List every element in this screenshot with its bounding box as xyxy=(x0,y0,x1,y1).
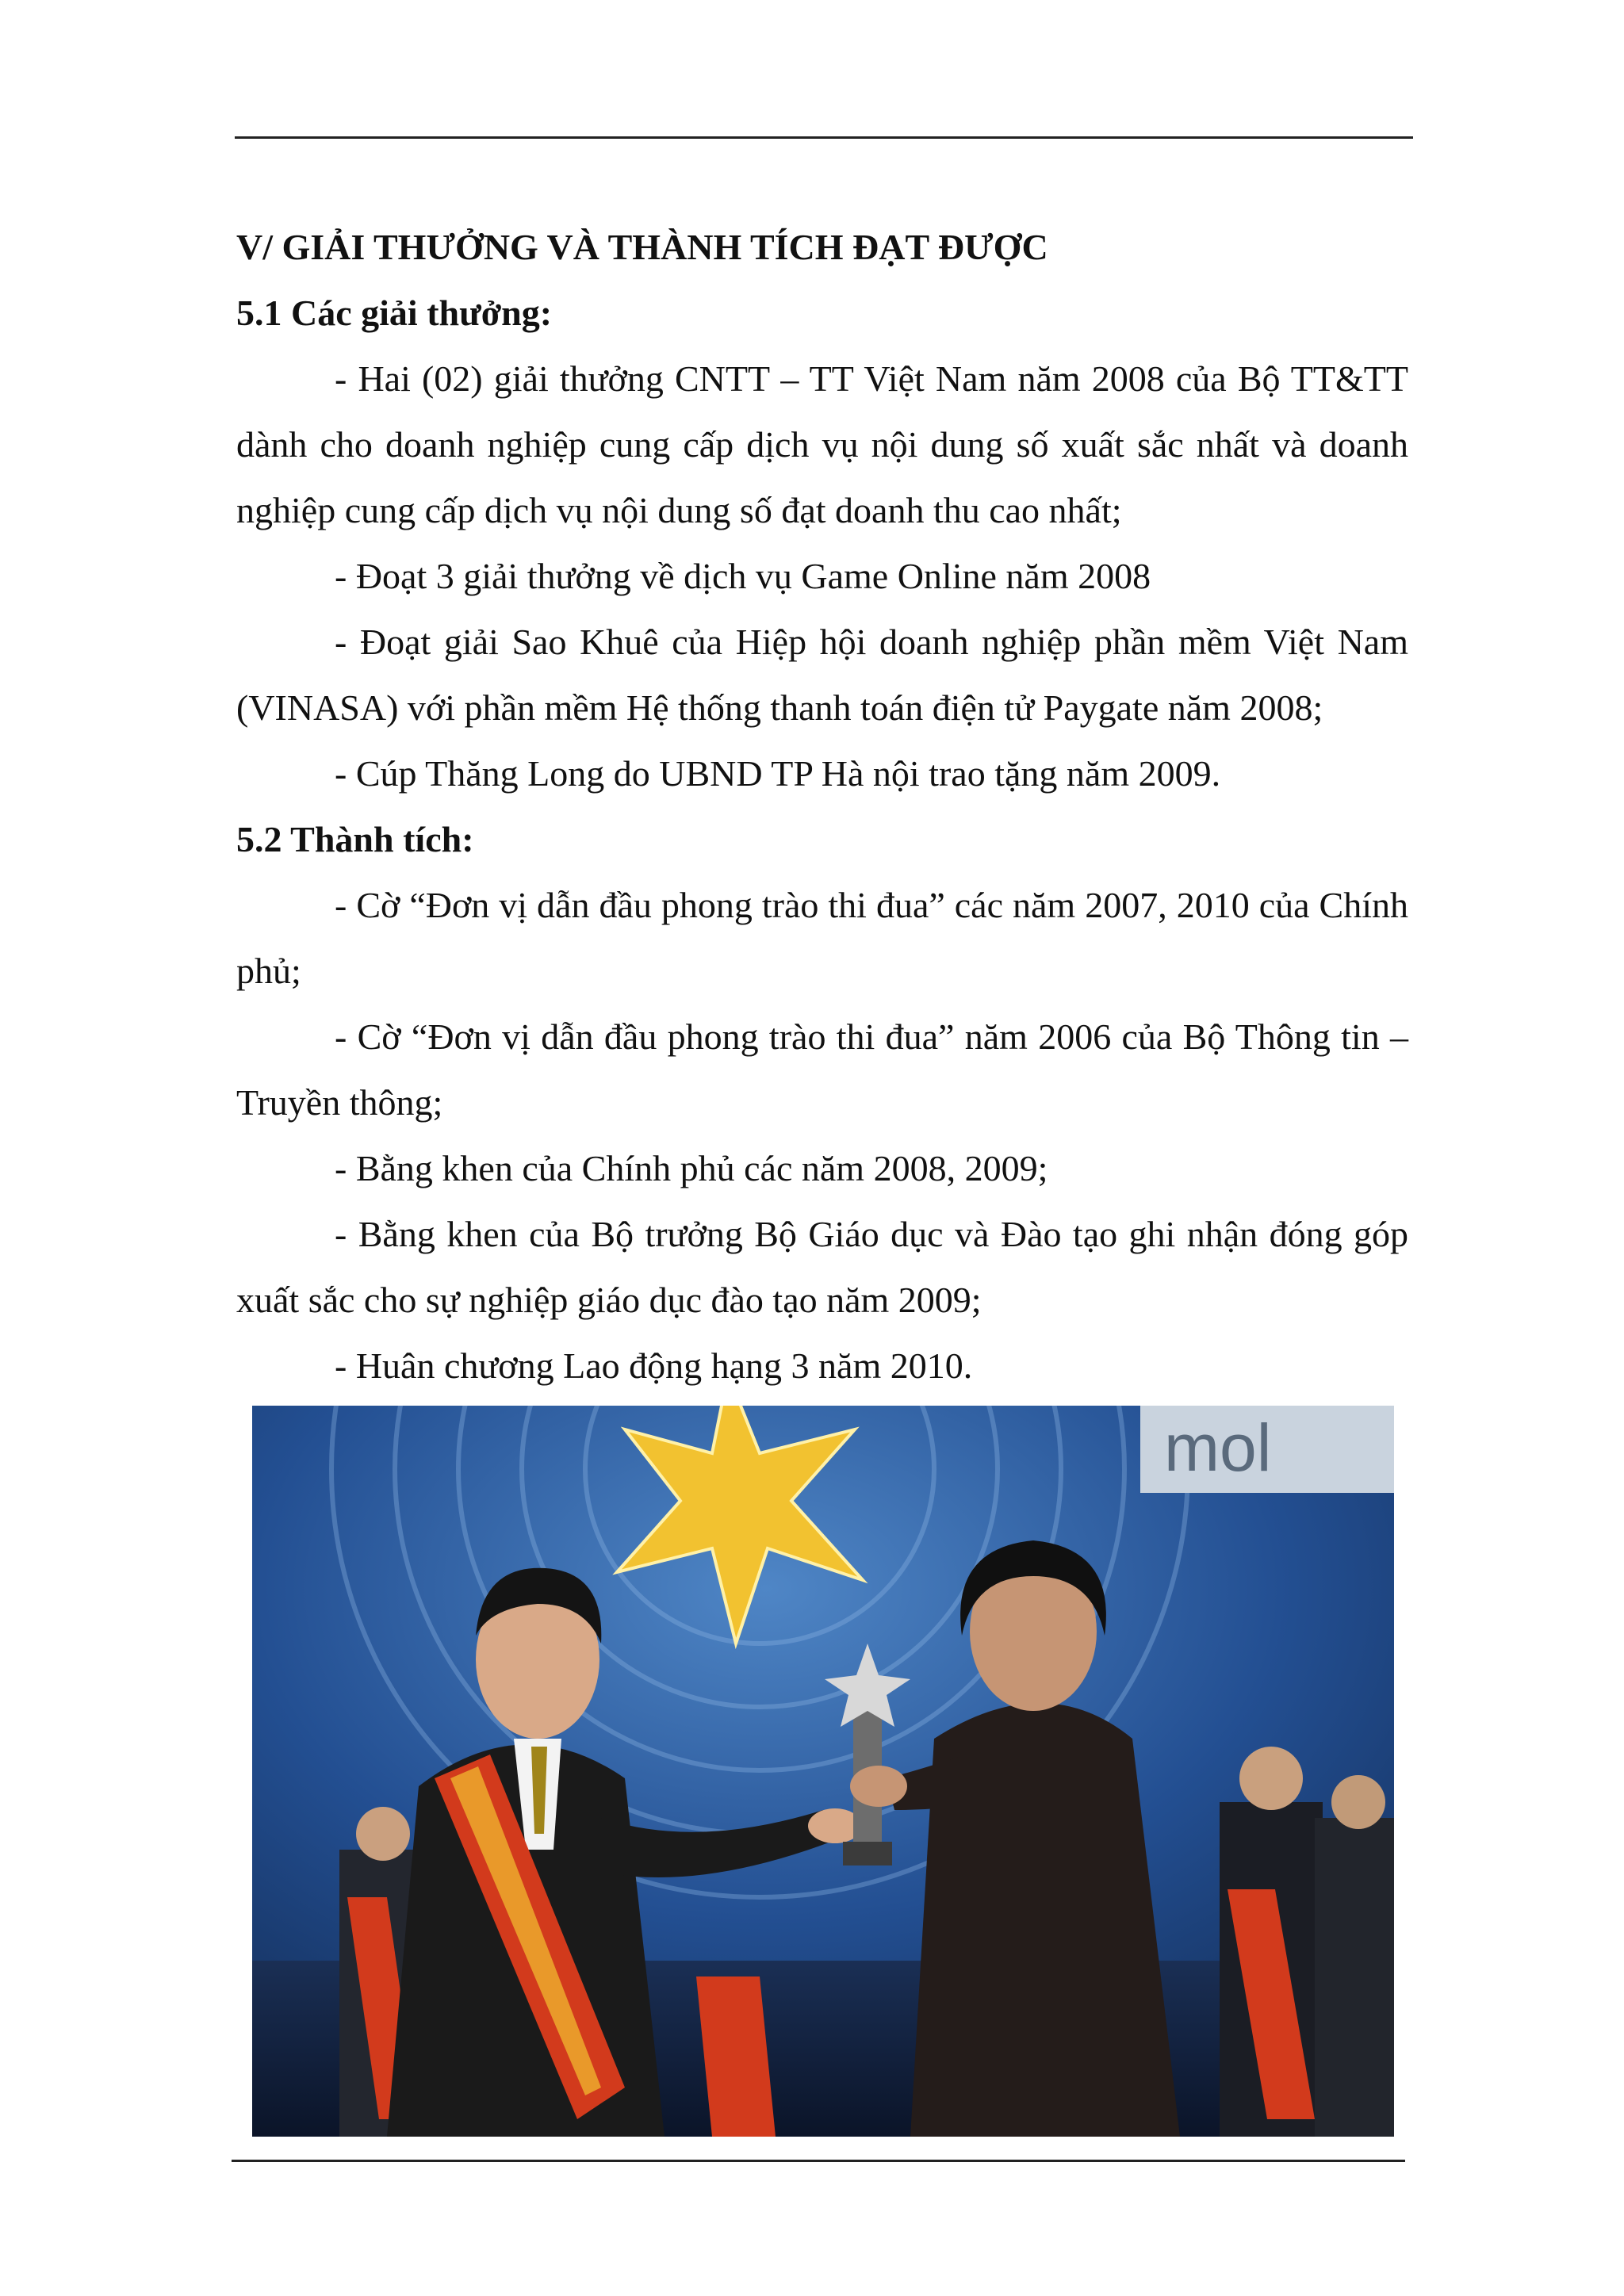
footer-rule xyxy=(232,2160,1405,2162)
achievements-heading: 5.2 Thành tích: xyxy=(236,819,474,859)
section-title: V/ GIẢI THƯỞNG VÀ THÀNH TÍCH ĐẠT ĐƯỢC xyxy=(236,227,1048,267)
page-content xyxy=(236,214,1408,1399)
award-item-4: - Cúp Thăng Long do UBND TP Hà nội trao tặng năm 2009. xyxy=(335,753,1221,794)
award-item-3: - Đoạt giải Sao Khuê của Hiệp hội doanh nghiệp phần mềm Việt Nam (VINASA) với phần mềm Hệ thống thanh toán điện tử Paygate năm 2008; xyxy=(236,622,1408,728)
achievement-item-1: - Cờ “Đơn vị dẫn đầu phong trào thi đua” các năm 2007, 2010 của Chính phủ; xyxy=(236,885,1408,991)
achievement-item-2: - Cờ “Đơn vị dẫn đầu phong trào thi đua” năm 2006 của Bộ Thông tin – Truyền thông; xyxy=(236,1016,1408,1123)
achievement-item-4: - Bằng khen của Bộ trưởng Bộ Giáo dục và Đào tạo ghi nhận đóng góp xuất sắc cho sự nghiệp giáo dục đào tạo năm 2009; xyxy=(236,1214,1408,1320)
award-item-1: - Hai (02) giải thưởng CNTT – TT Việt Nam năm 2008 của Bộ TT&TT dành cho doanh nghiệp cung cấp dịch vụ nội dung số xuất sắc nhất và doanh nghiệp cung cấp dịch vụ nội dung số đạt doanh thu cao nhất; xyxy=(236,358,1408,530)
achievement-item-5: - Huân chương Lao động hạng 3 năm 2010. xyxy=(335,1345,973,1386)
awards-heading: 5.1 Các giải thưởng: xyxy=(236,293,553,333)
header-rule xyxy=(235,136,1413,139)
award-item-2: - Đoạt 3 giải thưởng về dịch vụ Game Online năm 2008 xyxy=(335,556,1151,596)
backdrop-screen-text: mol xyxy=(1164,1410,1272,1485)
award-ceremony-photo xyxy=(252,1406,1394,2137)
achievement-item-3: - Bằng khen của Chính phủ các năm 2008, 2009; xyxy=(335,1148,1048,1188)
